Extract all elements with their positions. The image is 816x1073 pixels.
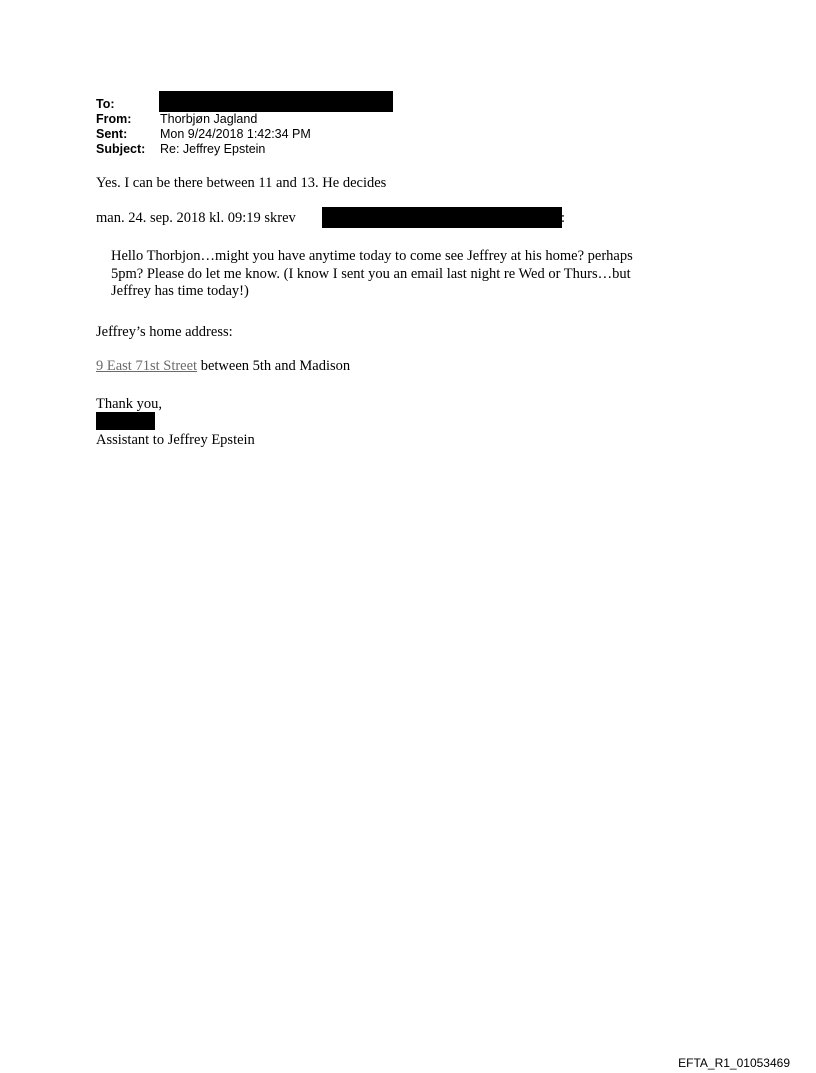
quote-intro [96, 210, 296, 227]
quote-intro-tail: : [561, 210, 566, 226]
document-id: EFTA_R1_01053469 [678, 1056, 790, 1070]
sent-label: Sent: [96, 127, 128, 141]
quoted-line: 5pm? Please do let me know. (I know I sent you an email last night re Wed or Thurs…but [111, 265, 631, 282]
quoted-line: Hello Thorbjon…might you have anytime today to come see Jeffrey at his home? perhaps [111, 248, 633, 264]
sent-value: Mon 9/24/2018 1:42:34 PM [160, 127, 311, 141]
closing: Thank you, [96, 396, 163, 412]
subject-label: Subject: [96, 142, 146, 156]
quoted-message [111, 248, 711, 301]
subject-value: Re: Jeffrey Epstein [160, 142, 266, 156]
from-label: From: [96, 112, 132, 126]
quoted-line: Jeffrey has time today!) [111, 283, 249, 299]
address-label: Jeffrey’s home address: [96, 324, 233, 340]
address-rest: between 5th and Madison [197, 358, 351, 374]
address-link[interactable]: 9 East 71st Street [96, 358, 198, 374]
address-line [96, 358, 350, 375]
reply-line: Yes. I can be there between 11 and 13. He decides [96, 175, 387, 191]
to-label: To: [96, 97, 115, 111]
sender-redaction [322, 207, 562, 228]
quote-intro-text: man. 24. sep. 2018 kl. 09:19 skrev [96, 210, 296, 226]
signature-name-redaction [96, 412, 155, 430]
to-redaction [159, 91, 393, 112]
signature-title: Assistant to Jeffrey Epstein [96, 432, 255, 448]
from-value: Thorbjøn Jagland [160, 112, 258, 126]
